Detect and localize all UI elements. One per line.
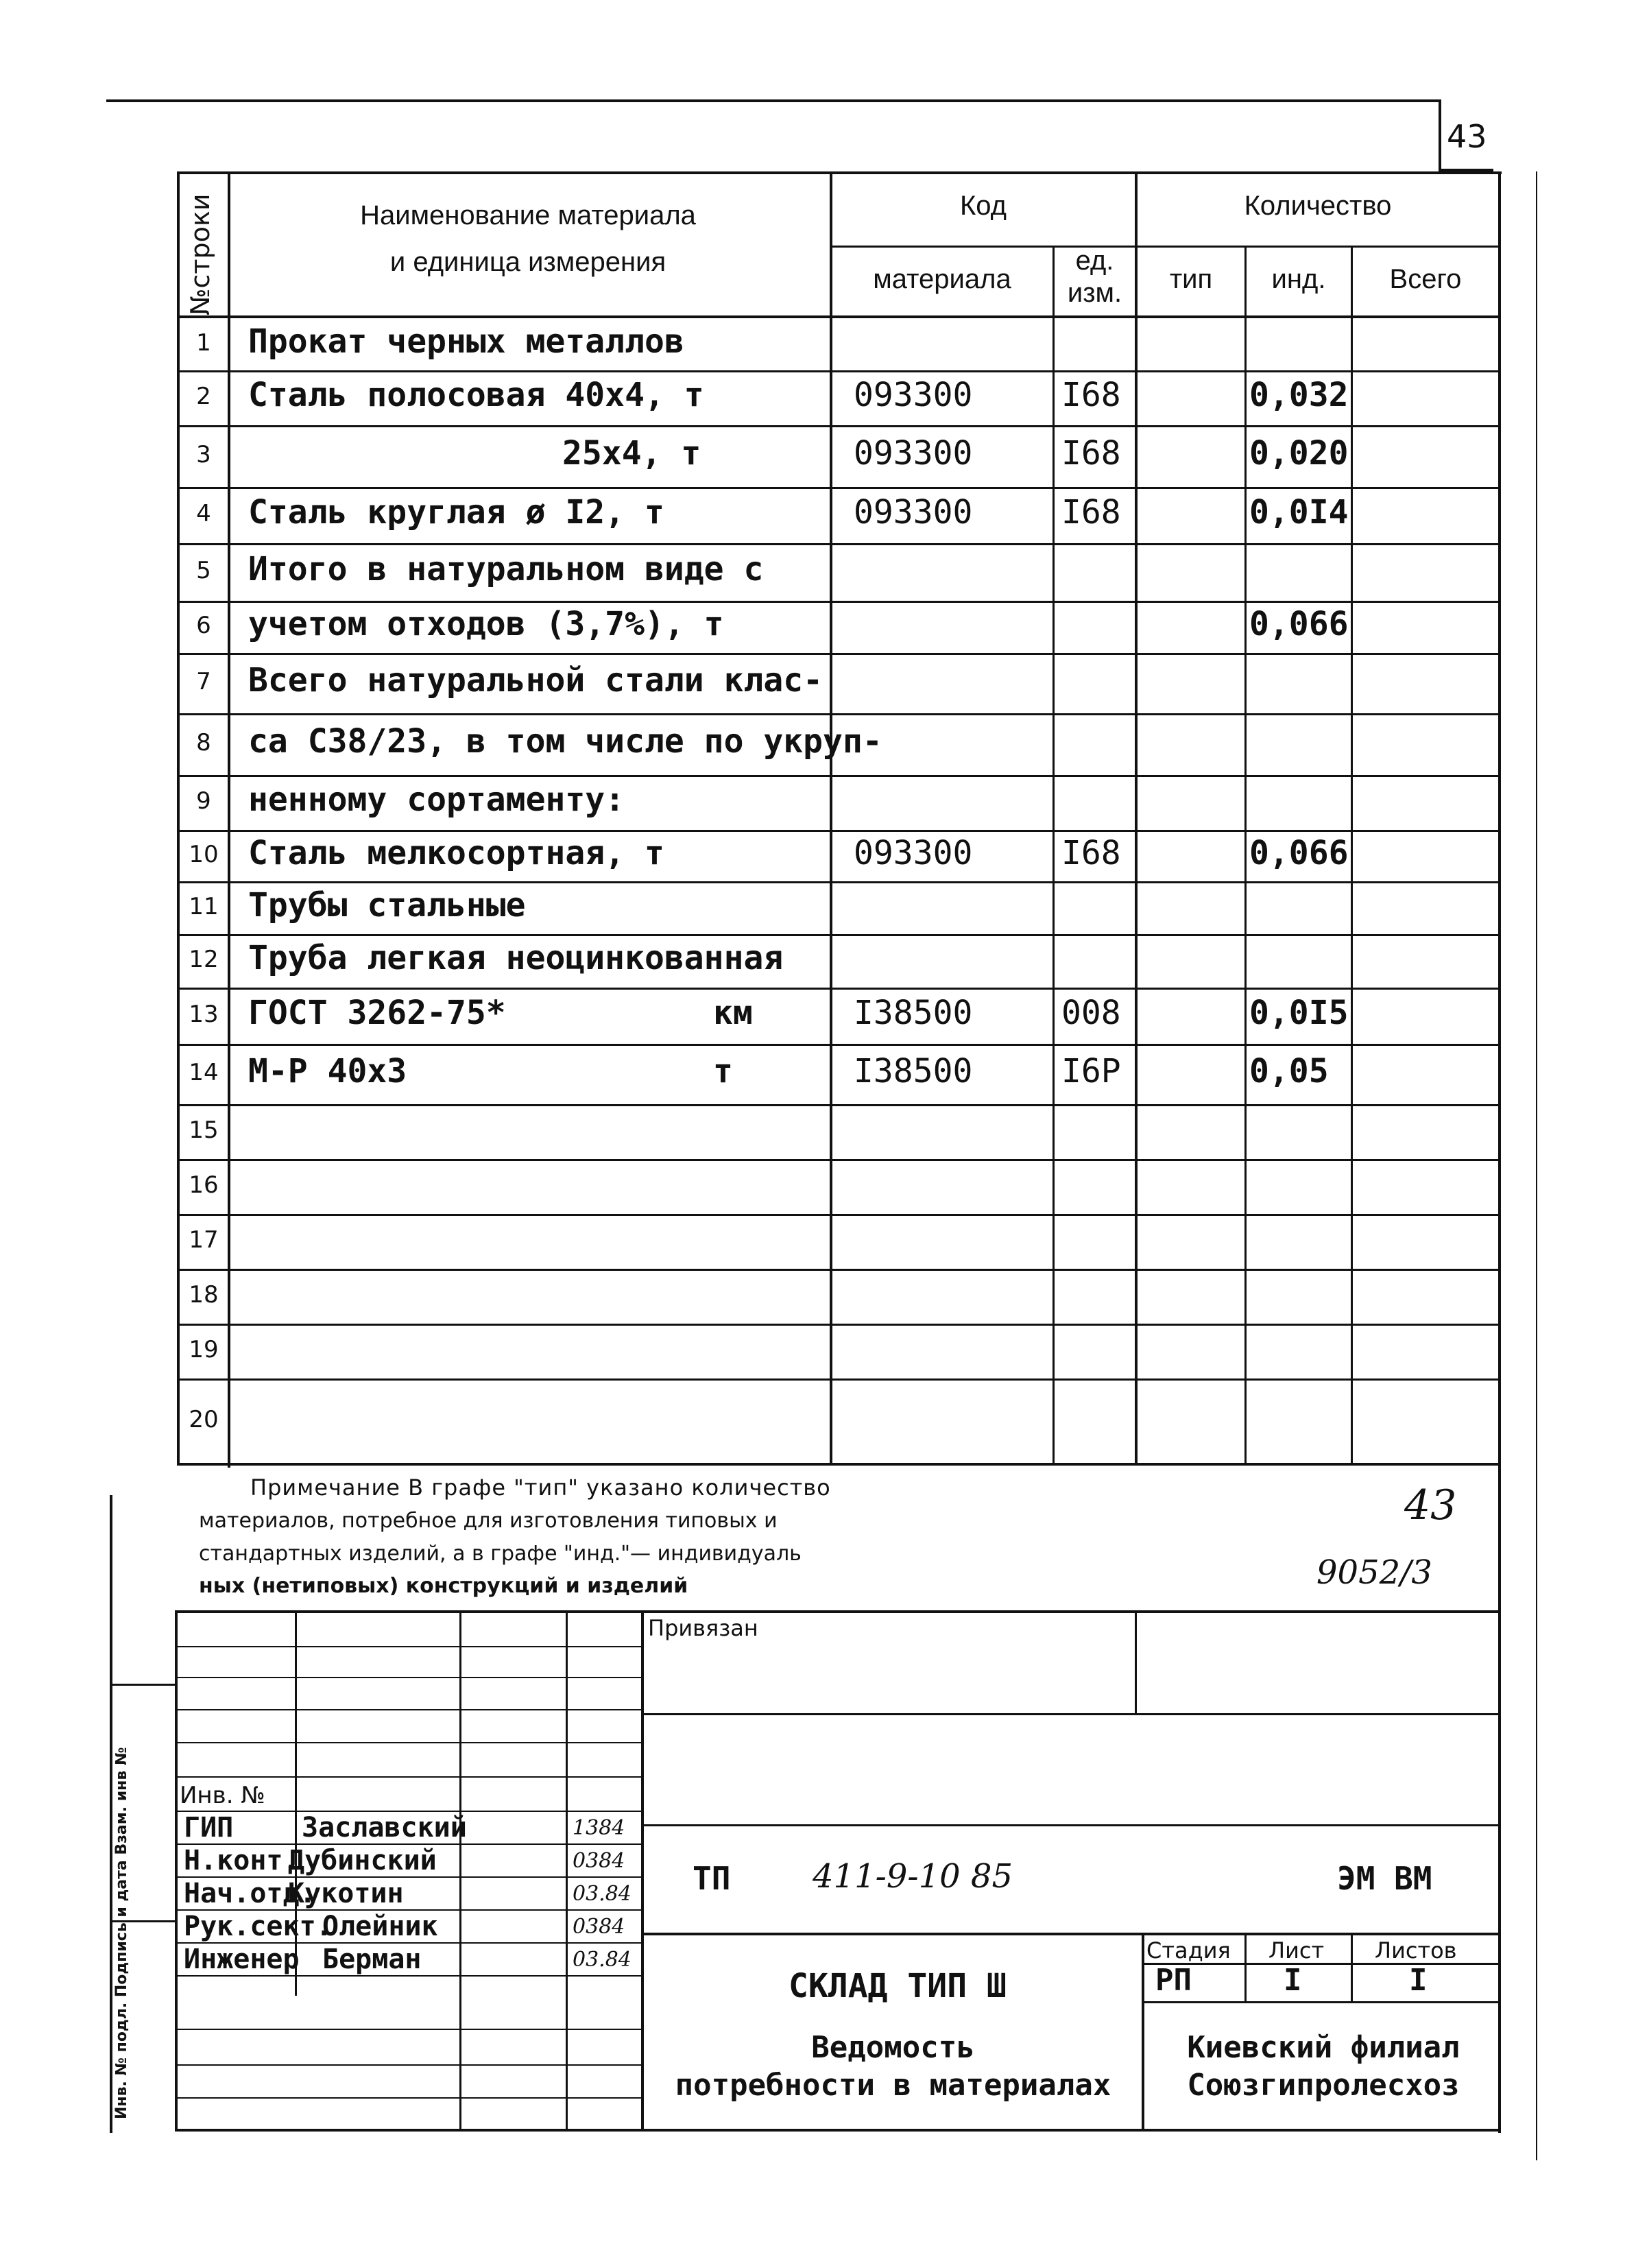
row-number: 9 xyxy=(196,787,211,815)
quantity-ind: 0,032 xyxy=(1249,376,1349,414)
sheets-value: I xyxy=(1409,1963,1428,1998)
material-name: М-Р 40x3 xyxy=(248,1052,407,1090)
material-name: Итого в натуральном виде с xyxy=(248,550,764,588)
signatory-role: Инженер xyxy=(184,1944,300,1975)
row-number: 14 xyxy=(189,1059,219,1086)
inv-no-label: Инв. № xyxy=(180,1782,265,1809)
row-number: 20 xyxy=(189,1405,219,1433)
signatory-date: 03.84 xyxy=(573,1948,631,1972)
note-line-3: стандартных изделий, а в графе "инд."— индивидуаль xyxy=(199,1542,802,1566)
row-number: 6 xyxy=(196,612,211,639)
signatory-name: Олейник xyxy=(322,1911,438,1942)
material-name: Трубы стальные xyxy=(248,885,526,924)
signatory-date: 03.84 xyxy=(573,1882,631,1906)
row-number: 11 xyxy=(189,892,219,920)
note-line-2: материалов, потребное для изготовления типовых и xyxy=(199,1509,778,1533)
name-header-line1: Наименование материала xyxy=(360,200,696,230)
material-code: 093300 xyxy=(854,493,973,532)
material-name: ГОСТ 3262-75* xyxy=(248,994,506,1032)
row-number: 13 xyxy=(189,1001,219,1028)
row-number: 16 xyxy=(189,1171,219,1199)
sheets-label: Листов xyxy=(1375,1937,1457,1963)
row-number: 17 xyxy=(189,1226,219,1254)
privyazan-label: Привязан xyxy=(648,1615,758,1641)
signatory-date: 0384 xyxy=(573,1849,625,1873)
ind-header: инд. xyxy=(1271,264,1326,294)
material-name: ненному сортаменту: xyxy=(248,780,625,819)
quantity-ind: 0,0I4 xyxy=(1249,493,1349,532)
signatory-role: Рук.сект. xyxy=(184,1911,333,1942)
doc-code: ЭМ ВМ xyxy=(1337,1860,1432,1897)
row-number: 19 xyxy=(189,1336,219,1363)
material-code: I38500 xyxy=(854,1052,973,1090)
quantity-ind: 0,0I5 xyxy=(1249,994,1349,1032)
note-line-1: Примечание В графе "тип" указано количество xyxy=(250,1475,831,1501)
row-number: 2 xyxy=(196,383,211,410)
unit-code: 008 xyxy=(1061,994,1121,1032)
material-name: Сталь полосовая 40x4, т xyxy=(248,376,704,414)
row-number: 4 xyxy=(196,500,211,527)
row-number: 15 xyxy=(189,1117,219,1144)
material-unit-name: км xyxy=(713,994,753,1032)
project-number: 411-9-10 85 xyxy=(813,1857,1013,1896)
sheet-value: I xyxy=(1284,1963,1302,1998)
signatory-name: Берман xyxy=(322,1944,422,1975)
signatory-name: Заславский xyxy=(302,1812,467,1843)
signatory-role: Нач.отд. xyxy=(184,1878,316,1909)
material-name: Сталь мелкосортная, т xyxy=(248,833,664,872)
material-code: I38500 xyxy=(854,994,973,1032)
row-number-header: №строки xyxy=(185,193,215,315)
material-code: 093300 xyxy=(854,434,973,473)
material-unit-name: т xyxy=(713,1052,733,1090)
unit-code: I68 xyxy=(1061,376,1121,414)
margin-labels: Инв. № подл. Подпись и дата Взам. инв № xyxy=(113,1747,130,2119)
row-number: 8 xyxy=(196,729,211,756)
row-number: 5 xyxy=(196,557,211,584)
unit-code: I68 xyxy=(1061,434,1121,473)
material-name: 25x4, т xyxy=(562,434,701,473)
drawing-subtitle-1: Ведомость xyxy=(811,2030,975,2065)
row-number: 18 xyxy=(189,1281,219,1309)
drawing-subtitle-2: потребности в материалах xyxy=(675,2068,1111,2103)
unit-code: I6P xyxy=(1061,1052,1121,1090)
handwritten-page: 43 xyxy=(1404,1481,1457,1529)
note-line-4: ных (нетиповых) конструкций и изделий xyxy=(199,1574,688,1598)
signatory-role: ГИП xyxy=(184,1812,234,1843)
unit-header-line2: изм. xyxy=(1067,278,1122,308)
tp-label: ТП xyxy=(693,1860,731,1897)
material-header: материала xyxy=(873,264,1011,294)
material-name: Всего натуральной стали клас- xyxy=(248,661,823,700)
unit-code: I68 xyxy=(1061,493,1121,532)
code-header: Код xyxy=(959,191,1007,221)
signatory-name: Кукотин xyxy=(288,1878,404,1909)
drawing-title: СКЛАД ТИП Ш xyxy=(789,1967,1007,2005)
unit-code: I68 xyxy=(1061,833,1121,872)
row-number: 1 xyxy=(196,329,211,357)
quantity-ind: 0,020 xyxy=(1249,434,1349,473)
page-number: 43 xyxy=(1447,118,1487,155)
row-number: 12 xyxy=(189,946,219,973)
material-name: учетом отходов (3,7%), т xyxy=(248,605,724,643)
material-name: Прокат черных металлов xyxy=(248,322,684,361)
row-number: 10 xyxy=(189,840,219,868)
quantity-header: Количество xyxy=(1244,191,1392,221)
unit-header-line1: ед. xyxy=(1075,246,1114,276)
quantity-ind: 0,066 xyxy=(1249,833,1349,872)
stage-value: РП xyxy=(1155,1963,1192,1998)
type-header: тип xyxy=(1169,264,1213,294)
material-name: Труба легкая неоцинкованная xyxy=(248,939,784,977)
name-header-line2: и единица измерения xyxy=(389,247,666,277)
signatory-role: Н.конт. xyxy=(184,1845,300,1876)
sheet-label: Лист xyxy=(1268,1937,1325,1963)
material-code: 093300 xyxy=(854,376,973,414)
row-number: 7 xyxy=(196,668,211,695)
material-name: са С38/23, в том числе по укруп- xyxy=(248,722,882,761)
signatory-name: Дубинский xyxy=(288,1845,437,1876)
organization-line1: Киевский филиал xyxy=(1187,2030,1460,2065)
quantity-ind: 0,05 xyxy=(1249,1052,1329,1090)
quantity-ind: 0,066 xyxy=(1249,605,1349,643)
handwritten-ref: 9052/3 xyxy=(1316,1553,1432,1592)
signatory-date: 1384 xyxy=(573,1816,625,1840)
organization-line2: Союзгипролесхоз xyxy=(1187,2068,1460,2103)
material-name: Сталь круглая ø I2, т xyxy=(248,493,664,532)
stage-label: Стадия xyxy=(1146,1937,1231,1963)
total-header: Всего xyxy=(1389,264,1462,294)
row-number: 3 xyxy=(196,441,211,468)
material-code: 093300 xyxy=(854,833,973,872)
signatory-date: 0384 xyxy=(573,1915,625,1939)
